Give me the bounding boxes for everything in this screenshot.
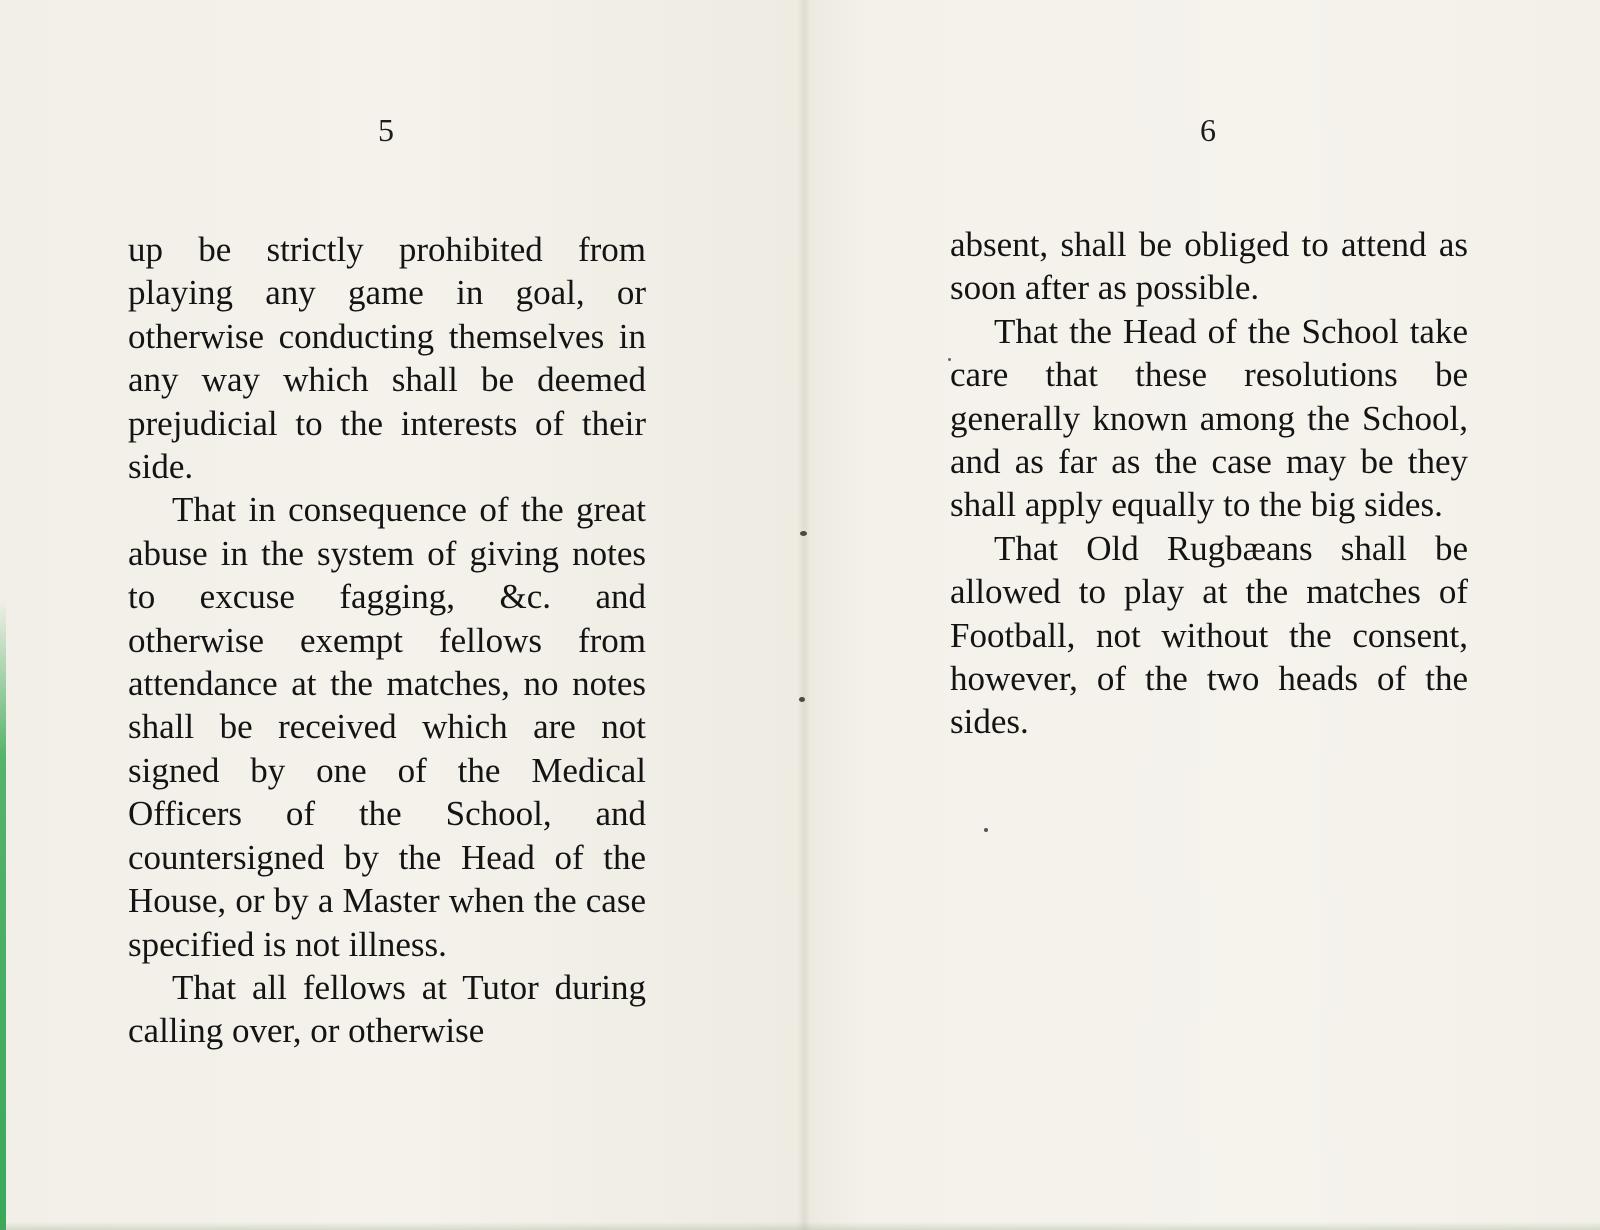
paragraph: That Old Rugbæans shall be allowed to play at the matches of Football, not without the consent, however, of the two heads of the sides. [950, 528, 1468, 742]
paragraph: That the Head of the School take care that these resolutions be generally known among the School, and as far as the case may be they shall apply equally to the big sides. [950, 311, 1468, 525]
paragraph: absent, shall be obliged to attend as soon after as possible. [950, 225, 1468, 308]
book-gutter [797, 0, 811, 1230]
page-number-left: 5 [378, 112, 394, 148]
paragraph: up be strictly prohibited from playing any game in goal, or otherwise conducting themselves in any way which shall be deemed prejudicial to the interests of their side. [128, 230, 646, 487]
page-number-right: 6 [1200, 112, 1216, 148]
paragraph: That in consequence of the great abuse in the system of giving notes to excuse fagging, &c. and otherwise exempt fellows from attendance at the matches, no notes shall be received which are not signed by one of the Medical Officers of the School, and countersigned by the Head of the House, or by a Master when the case specified is not illness. [128, 490, 646, 964]
left-page-text [128, 228, 646, 1053]
binding-staple-top [800, 531, 807, 536]
right-page-text [950, 223, 1468, 744]
paragraph: That all fellows at Tutor during calling over, or otherwise [128, 967, 646, 1051]
page-bottom-edge [0, 1222, 1600, 1230]
binding-staple-bottom [799, 697, 805, 702]
cover-edge [0, 600, 6, 1230]
paper-speck [984, 828, 988, 832]
